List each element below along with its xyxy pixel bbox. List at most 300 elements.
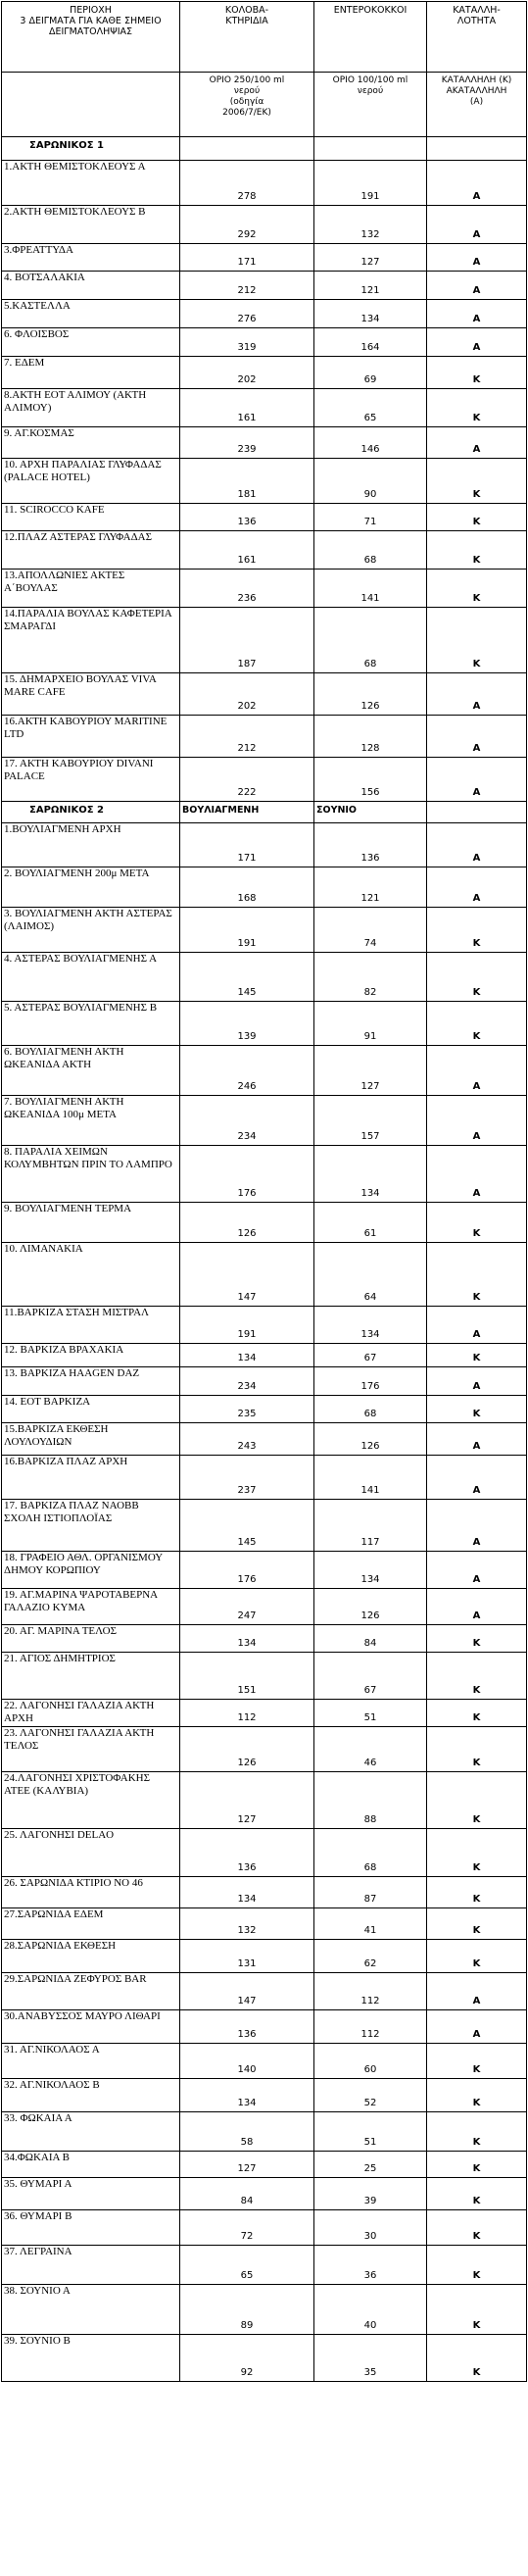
- enterococci-value: 191: [314, 161, 427, 206]
- table-row: [2, 1552, 527, 1589]
- enterococci-value: 121: [314, 867, 427, 908]
- enterococci-value: 36: [314, 2246, 427, 2285]
- table-row: [2, 2152, 527, 2178]
- suitability-status: Κ: [427, 1877, 527, 1908]
- table-row: [2, 1727, 527, 1772]
- suitability-status: Κ: [427, 2246, 527, 2285]
- enterococci-value: 126: [314, 1589, 427, 1625]
- enterococci-value: 62: [314, 1940, 427, 1973]
- table-row: [2, 300, 527, 328]
- suitability-status: Κ: [427, 1829, 527, 1877]
- coliforms-value: 176: [180, 1552, 314, 1589]
- site-name: 4. ΑΣΤΕΡΑΣ ΒΟΥΛΙΑΓΜΕΝΗΣ Α: [2, 953, 180, 1002]
- enterococci-value: 69: [314, 357, 427, 389]
- table-row: [2, 1344, 527, 1367]
- enterococci-value: 112: [314, 1973, 427, 2010]
- suitability-status: Κ: [427, 1002, 527, 1046]
- enterococci-value: 126: [314, 673, 427, 716]
- table-row: [2, 1203, 527, 1243]
- table-row: [2, 531, 527, 570]
- suitability-status: Α: [427, 1046, 527, 1096]
- table-row: [2, 1772, 527, 1829]
- enterococci-value: 112: [314, 2010, 427, 2044]
- enterococci-value: 30: [314, 2210, 427, 2246]
- table-row: [2, 1456, 527, 1500]
- enterococci-value: 164: [314, 328, 427, 357]
- section-note-coliforms: [180, 137, 314, 161]
- enterococci-value: 40: [314, 2285, 427, 2335]
- table-row: [2, 459, 527, 504]
- suitability-status: Κ: [427, 2079, 527, 2112]
- table-row: [2, 161, 527, 206]
- coliforms-value: 191: [180, 908, 314, 953]
- enterococci-value: 117: [314, 1500, 427, 1552]
- suitability-status: Κ: [427, 459, 527, 504]
- water-quality-table: [1, 1, 527, 2382]
- suitability-status: Κ: [427, 570, 527, 608]
- table-row: [2, 908, 527, 953]
- coliforms-value: 140: [180, 2044, 314, 2079]
- table-row: [2, 953, 527, 1002]
- table-row: [2, 1908, 527, 1940]
- section-blank: [427, 137, 527, 161]
- site-name: 25. ΛΑΓΟΝΗΣΙ DELAO: [2, 1829, 180, 1877]
- coliforms-value: 246: [180, 1046, 314, 1096]
- suitability-status: Α: [427, 1589, 527, 1625]
- enterococci-value: 88: [314, 1772, 427, 1829]
- site-name: 23. ΛΑΓΟΝΗΣΙ ΓΑΛΑΖΙΑ ΑΚΤΗ ΤΕΛΟΣ: [2, 1727, 180, 1772]
- coliforms-value: 319: [180, 328, 314, 357]
- section-row: [2, 802, 527, 823]
- suitability-status: Κ: [427, 2210, 527, 2246]
- table-row: [2, 1500, 527, 1552]
- site-name: 8.ΑΚΤΗ ΕΟΤ ΑΛΙΜΟΥ (ΑΚΤΗ ΑΛΙΜΟΥ): [2, 389, 180, 427]
- site-name: 12. ΒΑΡΚΙΖΑ ΒΡΑΧΑΚΙΑ: [2, 1344, 180, 1367]
- site-name: 11. SCIROCCO KAFE: [2, 504, 180, 531]
- suitability-status: Κ: [427, 1772, 527, 1829]
- suitability-status: Κ: [427, 504, 527, 531]
- table-row: [2, 1829, 527, 1877]
- suitability-status: Κ: [427, 389, 527, 427]
- suitability-status: Α: [427, 1973, 527, 2010]
- coliforms-value: 134: [180, 2079, 314, 2112]
- suitability-status: Κ: [427, 357, 527, 389]
- site-name: 2. ΒΟΥΛΙΑΓΜΕΝΗ 200μ ΜΕΤΑ: [2, 867, 180, 908]
- site-name: 13. ΒΑΡΚΙΖΑ HAAGEN DAZ: [2, 1367, 180, 1396]
- site-name: 20. ΑΓ. ΜΑΡΙΝΑ ΤΕΛΟΣ: [2, 1625, 180, 1653]
- site-name: 4. ΒΟΤΣΑΛΑΚΙΑ: [2, 272, 180, 300]
- table-row: [2, 504, 527, 531]
- coliforms-value: 187: [180, 608, 314, 673]
- suitability-status: Α: [427, 758, 527, 802]
- coliforms-value: 236: [180, 570, 314, 608]
- table-row: [2, 2079, 527, 2112]
- site-name: 2.ΑΚΤΗ ΘΕΜΙΣΤΟΚΛΕΟΥΣ Β: [2, 206, 180, 244]
- table-row: [2, 1973, 527, 2010]
- suitability-status: Α: [427, 427, 527, 459]
- enterococci-value: 52: [314, 2079, 427, 2112]
- enterococci-value: 90: [314, 459, 427, 504]
- coliforms-value: 161: [180, 389, 314, 427]
- coliforms-value: 147: [180, 1243, 314, 1307]
- table-row: [2, 1396, 527, 1423]
- suitability-status: Κ: [427, 908, 527, 953]
- site-name: 24.ΛΑΓΟΝΗΣΙ ΧΡΙΣΤΟΦΑΚΗΣ ΑΤΕΕ (ΚΑΛΥΒΙΑ): [2, 1772, 180, 1829]
- site-name: 9. ΒΟΥΛΙΑΓΜΕΝΗ ΤΕΡΜΑ: [2, 1203, 180, 1243]
- suitability-status: Α: [427, 1500, 527, 1552]
- table-row: [2, 673, 527, 716]
- suitability-status: Α: [427, 673, 527, 716]
- site-name: 18. ΓΡΑΦΕΙΟ ΑΘΛ. ΟΡΓΑΝΙΣΜΟΥ ΔΗΜΟΥ ΚΟΡΩΠΙΟΥ: [2, 1552, 180, 1589]
- enterococci-value: 71: [314, 504, 427, 531]
- site-name: 15.ΒΑΡΚΙΖΑ ΕΚΘΕΣΗ ΛΟΥΛΟΥΔΙΩΝ: [2, 1423, 180, 1456]
- enterococci-value: 67: [314, 1653, 427, 1700]
- suitability-status: Α: [427, 823, 527, 867]
- coliforms-value: 171: [180, 244, 314, 272]
- coliforms-value: 202: [180, 357, 314, 389]
- subheader-row: [2, 73, 527, 137]
- suitability-status: Α: [427, 161, 527, 206]
- enterococci-value: 141: [314, 1456, 427, 1500]
- enterococci-value: 156: [314, 758, 427, 802]
- table-row: [2, 244, 527, 272]
- suitability-status: Α: [427, 300, 527, 328]
- coliforms-value: 92: [180, 2335, 314, 2382]
- site-name: 14.ΠΑΡΑΛΙΑ ΒΟΥΛΑΣ ΚΑΦΕΤΕΡΙΑ ΣΜΑΡΑΓΔΙ: [2, 608, 180, 673]
- enterococci-value: 64: [314, 1243, 427, 1307]
- suitability-status: Κ: [427, 953, 527, 1002]
- coliforms-value: 112: [180, 1700, 314, 1727]
- coliforms-value: 234: [180, 1096, 314, 1146]
- coliforms-value: 292: [180, 206, 314, 244]
- site-name: 28.ΣΑΡΩΝΙΔΑ ΕΚΘΕΣΗ: [2, 1940, 180, 1973]
- enterococci-value: 91: [314, 1002, 427, 1046]
- suitability-status: Α: [427, 1552, 527, 1589]
- enterococci-value: 68: [314, 1829, 427, 1877]
- site-name: 34.ΦΩΚΑΙΑ Β: [2, 2152, 180, 2178]
- site-name: 16.ΒΑΡΚΙΖΑ ΠΛΑΖ ΑΡΧΗ: [2, 1456, 180, 1500]
- enterococci-value: 141: [314, 570, 427, 608]
- enterococci-value: 41: [314, 1908, 427, 1940]
- site-name: 12.ΠΛΑΖ ΑΣΤΕΡΑΣ ΓΛΥΦΑΔΑΣ: [2, 531, 180, 570]
- table-row: [2, 823, 527, 867]
- section-note-enterococci: [314, 137, 427, 161]
- enterococci-value: 51: [314, 1700, 427, 1727]
- suitability-status: Α: [427, 1096, 527, 1146]
- coliforms-value: 212: [180, 716, 314, 758]
- site-name: 9. ΑΓ.ΚΟΣΜΑΣ: [2, 427, 180, 459]
- coliforms-value: 237: [180, 1456, 314, 1500]
- site-name: 26. ΣΑΡΩΝΙΔΑ ΚΤΙΡΙΟ ΝΟ 46: [2, 1877, 180, 1908]
- suitability-status: Κ: [427, 1203, 527, 1243]
- site-name: 36. ΘΥΜΑΡΙ Β: [2, 2210, 180, 2246]
- coliforms-value: 145: [180, 1500, 314, 1552]
- suitability-status: Α: [427, 2010, 527, 2044]
- suitability-status: Κ: [427, 2112, 527, 2152]
- site-name: 37. ΛΕΓΡΑΙΝΑ: [2, 2246, 180, 2285]
- table-row: [2, 2335, 527, 2382]
- table-row: [2, 1940, 527, 1973]
- coliforms-value: 168: [180, 867, 314, 908]
- enterococci-value: 61: [314, 1203, 427, 1243]
- site-name: 6. ΦΛΟΙΣΒΟΣ: [2, 328, 180, 357]
- site-name: 31. ΑΓ.ΝΙΚΟΛΑΟΣ Α: [2, 2044, 180, 2079]
- table-row: [2, 2112, 527, 2152]
- suitability-status: Κ: [427, 1396, 527, 1423]
- suitability-status: Α: [427, 1423, 527, 1456]
- site-name: 32. ΑΓ.ΝΙΚΟΛΑΟΣ Β: [2, 2079, 180, 2112]
- table-row: [2, 1046, 527, 1096]
- coliforms-value: 171: [180, 823, 314, 867]
- table-row: [2, 427, 527, 459]
- site-name: 27.ΣΑΡΩΝΙΔΑ ΕΔΕΜ: [2, 1908, 180, 1940]
- site-name: 11.ΒΑΡΚΙΖΑ ΣΤΑΣΗ ΜΙΣΤΡΑΛ: [2, 1307, 180, 1344]
- table-row: [2, 2285, 527, 2335]
- table-row: [2, 758, 527, 802]
- enterococci-value: 87: [314, 1877, 427, 1908]
- coliforms-value: 132: [180, 1908, 314, 1940]
- coliforms-value: 65: [180, 2246, 314, 2285]
- site-name: 7. ΕΔΕΜ: [2, 357, 180, 389]
- table-row: [2, 2178, 527, 2210]
- enterococci-value: 134: [314, 1307, 427, 1344]
- coliforms-value: 134: [180, 1625, 314, 1653]
- coliforms-value: 136: [180, 2010, 314, 2044]
- table-row: [2, 1589, 527, 1625]
- table-row: [2, 328, 527, 357]
- site-name: 7. ΒΟΥΛΙΑΓΜΕΝΗ ΑΚΤΗ ΩΚΕΑΝΙΔΑ 100μ ΜΕΤΑ: [2, 1096, 180, 1146]
- enterococci-value: 134: [314, 300, 427, 328]
- site-name: 16.ΑΚΤΗ ΚΑΒΟΥΡΙΟΥ MARITINE LTD: [2, 716, 180, 758]
- table-row: [2, 1700, 527, 1727]
- table-row: [2, 716, 527, 758]
- coliforms-value: 136: [180, 1829, 314, 1877]
- section-blank: [427, 802, 527, 823]
- site-name: 30.ΑΝΑΒΥΣΣΟΣ ΜΑΥΡΟ ΛΙΘΑΡΙ: [2, 2010, 180, 2044]
- header-enterococci: ΕΝΤΕΡΟΚΟΚΚΟΙ: [314, 2, 427, 73]
- site-name: 29.ΣΑΡΩΝΙΔΑ ΖΕΦΥΡΟΣ BAR: [2, 1973, 180, 2010]
- section-row: [2, 137, 527, 161]
- site-name: 3. ΒΟΥΛΙΑΓΜΕΝΗ ΑΚΤΗ ΑΣΤΕΡΑΣ (ΛΑΙΜΟΣ): [2, 908, 180, 953]
- suitability-status: Α: [427, 867, 527, 908]
- suitability-status: Κ: [427, 608, 527, 673]
- coliforms-value: 278: [180, 161, 314, 206]
- coliforms-value: 145: [180, 953, 314, 1002]
- coliforms-value: 58: [180, 2112, 314, 2152]
- suitability-status: Α: [427, 328, 527, 357]
- suitability-status: Κ: [427, 2285, 527, 2335]
- site-name: 17. ΑΚΤΗ ΚΑΒΟΥΡΙΟΥ DIVANI PALACE: [2, 758, 180, 802]
- enterococci-value: 67: [314, 1344, 427, 1367]
- subheader-blank: [2, 73, 180, 137]
- suitability-status: Κ: [427, 1243, 527, 1307]
- site-name: 22. ΛΑΓΟΝΗΣΙ ΓΑΛΑΖΙΑ ΑΚΤΗ ΑΡΧΗ: [2, 1700, 180, 1727]
- suitability-status: Κ: [427, 1940, 527, 1973]
- site-name: 14. ΕΟΤ ΒΑΡΚΙΖΑ: [2, 1396, 180, 1423]
- table-row: [2, 2044, 527, 2079]
- suitability-status: Α: [427, 272, 527, 300]
- table-row: [2, 1367, 527, 1396]
- table-row: [2, 2010, 527, 2044]
- subheader-coliforms-limit: ΟΡΙΟ 250/100 ml νερού (οδηγία 2006/7/ΕΚ): [180, 73, 314, 137]
- coliforms-value: 181: [180, 459, 314, 504]
- coliforms-value: 234: [180, 1367, 314, 1396]
- coliforms-value: 222: [180, 758, 314, 802]
- enterococci-value: 74: [314, 908, 427, 953]
- table-row: [2, 1877, 527, 1908]
- site-name: 1.ΑΚΤΗ ΘΕΜΙΣΤΟΚΛΕΟΥΣ Α: [2, 161, 180, 206]
- table-row: [2, 1146, 527, 1203]
- enterococci-value: 136: [314, 823, 427, 867]
- table-row: [2, 1307, 527, 1344]
- site-name: 6. ΒΟΥΛΙΑΓΜΕΝΗ ΑΚΤΗ ΩΚΕΑΝΙΔΑ ΑΚΤΗ: [2, 1046, 180, 1096]
- enterococci-value: 46: [314, 1727, 427, 1772]
- coliforms-value: 136: [180, 504, 314, 531]
- coliforms-value: 84: [180, 2178, 314, 2210]
- suitability-status: Α: [427, 1307, 527, 1344]
- suitability-status: Α: [427, 1456, 527, 1500]
- site-name: 15. ΔΗΜΑΡΧΕΙΟ ΒΟΥΛΑΣ VIVA MARE CAFE: [2, 673, 180, 716]
- coliforms-value: 247: [180, 1589, 314, 1625]
- coliforms-value: 276: [180, 300, 314, 328]
- enterococci-value: 127: [314, 244, 427, 272]
- coliforms-value: 239: [180, 427, 314, 459]
- table-row: [2, 2210, 527, 2246]
- coliforms-value: 212: [180, 272, 314, 300]
- site-name: 5. ΑΣΤΕΡΑΣ ΒΟΥΛΙΑΓΜΕΝΗΣ Β: [2, 1002, 180, 1046]
- subheader-suitability-legend: ΚΑΤΑΛΛΗΛΗ (Κ) ΑΚΑΤΑΛΛΗΛΗ (Α): [427, 73, 527, 137]
- section-note-enterococci: ΣΟΥΝΙΟ: [314, 802, 427, 823]
- table-row: [2, 1243, 527, 1307]
- enterococci-value: 82: [314, 953, 427, 1002]
- table-row: [2, 608, 527, 673]
- coliforms-value: 202: [180, 673, 314, 716]
- site-name: 19. ΑΓ.ΜΑΡΙΝΑ ΨΑΡΟΤΑΒΕΡΝΑ ΓΑΛΑΖΙΟ ΚΥΜΑ: [2, 1589, 180, 1625]
- subheader-enterococci-limit: ΟΡΙΟ 100/100 ml νερού: [314, 73, 427, 137]
- table-row: [2, 1096, 527, 1146]
- coliforms-value: 134: [180, 1344, 314, 1367]
- enterococci-value: 68: [314, 1396, 427, 1423]
- table-row: [2, 1002, 527, 1046]
- table-row: [2, 1625, 527, 1653]
- enterococci-value: 127: [314, 1046, 427, 1096]
- header-suitability: ΚΑΤΑΛΛΗ- ΛΟΤΗΤΑ: [427, 2, 527, 73]
- site-name: 8. ΠΑΡΑΛΙΑ ΧΕΙΜΩΝ ΚΟΛΥΜΒΗΤΩΝ ΠΡΙΝ ΤΟ ΛΑΜΠΡΟ: [2, 1146, 180, 1203]
- site-name: 5.ΚΑΣΤΕΛΛΑ: [2, 300, 180, 328]
- section-title: ΣΑΡΩΝΙΚΟΣ 2: [2, 802, 180, 823]
- site-name: 3.ΦΡΕΑΤΤΥΔΑ: [2, 244, 180, 272]
- site-name: 17. ΒΑΡΚΙΖΑ ΠΛΑΖ ΝΑΟΒΒ ΣΧΟΛΗ ΙΣΤΙΟΠΛΟΪΑΣ: [2, 1500, 180, 1552]
- site-name: 33. ΦΩΚΑΙΑ Α: [2, 2112, 180, 2152]
- enterococci-value: 68: [314, 608, 427, 673]
- site-name: 35. ΘΥΜΑΡΙ Α: [2, 2178, 180, 2210]
- suitability-status: Κ: [427, 1653, 527, 1700]
- section-title: ΣΑΡΩΝΙΚΟΣ 1: [2, 137, 180, 161]
- suitability-status: Κ: [427, 531, 527, 570]
- enterococci-value: 176: [314, 1367, 427, 1396]
- coliforms-value: 151: [180, 1653, 314, 1700]
- site-name: 10. ΛΙΜΑΝΑΚΙΑ: [2, 1243, 180, 1307]
- table-row: [2, 206, 527, 244]
- coliforms-value: 127: [180, 2152, 314, 2178]
- site-name: 21. ΑΓΙΟΣ ΔΗΜΗΤΡΙΟΣ: [2, 1653, 180, 1700]
- coliforms-value: 126: [180, 1727, 314, 1772]
- enterococci-value: 157: [314, 1096, 427, 1146]
- table-row: [2, 570, 527, 608]
- coliforms-value: 139: [180, 1002, 314, 1046]
- coliforms-value: 243: [180, 1423, 314, 1456]
- site-name: 10. ΑΡΧΗ ΠΑΡΑΛΙΑΣ ΓΛΥΦΑΔΑΣ (PALACE HOTEL): [2, 459, 180, 504]
- enterococci-value: 68: [314, 531, 427, 570]
- table-row: [2, 867, 527, 908]
- table-row: [2, 1423, 527, 1456]
- suitability-status: Κ: [427, 1908, 527, 1940]
- enterococci-value: 146: [314, 427, 427, 459]
- enterococci-value: 128: [314, 716, 427, 758]
- enterococci-value: 134: [314, 1146, 427, 1203]
- table-row: [2, 389, 527, 427]
- site-name: 39. ΣΟΥΝΙΟ Β: [2, 2335, 180, 2382]
- coliforms-value: 235: [180, 1396, 314, 1423]
- coliforms-value: 131: [180, 1940, 314, 1973]
- site-name: 38. ΣΟΥΝΙΟ Α: [2, 2285, 180, 2335]
- enterococci-value: 25: [314, 2152, 427, 2178]
- header-row: [2, 2, 527, 73]
- enterococci-value: 84: [314, 1625, 427, 1653]
- header-area: ΠΕΡΙΟΧΗ 3 ΔΕΙΓΜΑΤΑ ΓΙΑ ΚΑΘΕ ΣΗΜΕΙΟ ΔΕΙΓΜΑΤΟΛΗΨΙΑΣ: [2, 2, 180, 73]
- coliforms-value: 127: [180, 1772, 314, 1829]
- suitability-status: Α: [427, 244, 527, 272]
- coliforms-value: 176: [180, 1146, 314, 1203]
- table-row: [2, 357, 527, 389]
- enterococci-value: 126: [314, 1423, 427, 1456]
- site-name: 1.ΒΟΥΛΙΑΓΜΕΝΗ ΑΡΧΗ: [2, 823, 180, 867]
- suitability-status: Α: [427, 206, 527, 244]
- coliforms-value: 191: [180, 1307, 314, 1344]
- suitability-status: Α: [427, 1367, 527, 1396]
- suitability-status: Α: [427, 716, 527, 758]
- coliforms-value: 147: [180, 1973, 314, 2010]
- coliforms-value: 134: [180, 1877, 314, 1908]
- coliforms-value: 161: [180, 531, 314, 570]
- coliforms-value: 89: [180, 2285, 314, 2335]
- suitability-status: Κ: [427, 1727, 527, 1772]
- table-row: [2, 272, 527, 300]
- suitability-status: Κ: [427, 1344, 527, 1367]
- site-name: 13.ΑΠΟΛΛΩΝΙΕΣ ΑΚΤΕΣ Α΄ΒΟΥΛΑΣ: [2, 570, 180, 608]
- suitability-status: Κ: [427, 2152, 527, 2178]
- enterococci-value: 51: [314, 2112, 427, 2152]
- enterococci-value: 60: [314, 2044, 427, 2079]
- enterococci-value: 35: [314, 2335, 427, 2382]
- suitability-status: Κ: [427, 1625, 527, 1653]
- suitability-status: Κ: [427, 2178, 527, 2210]
- suitability-status: Α: [427, 1146, 527, 1203]
- suitability-status: Κ: [427, 1700, 527, 1727]
- enterococci-value: 121: [314, 272, 427, 300]
- table-row: [2, 1653, 527, 1700]
- header-coliforms: ΚΟΛΟΒΑ- ΚΤΗΡΙΔΙΑ: [180, 2, 314, 73]
- enterococci-value: 65: [314, 389, 427, 427]
- coliforms-value: 72: [180, 2210, 314, 2246]
- table-row: [2, 2246, 527, 2285]
- section-note-coliforms: ΒΟΥΛΙΑΓΜΕΝΗ: [180, 802, 314, 823]
- coliforms-value: 126: [180, 1203, 314, 1243]
- enterococci-value: 132: [314, 206, 427, 244]
- enterococci-value: 134: [314, 1552, 427, 1589]
- enterococci-value: 39: [314, 2178, 427, 2210]
- suitability-status: Κ: [427, 2044, 527, 2079]
